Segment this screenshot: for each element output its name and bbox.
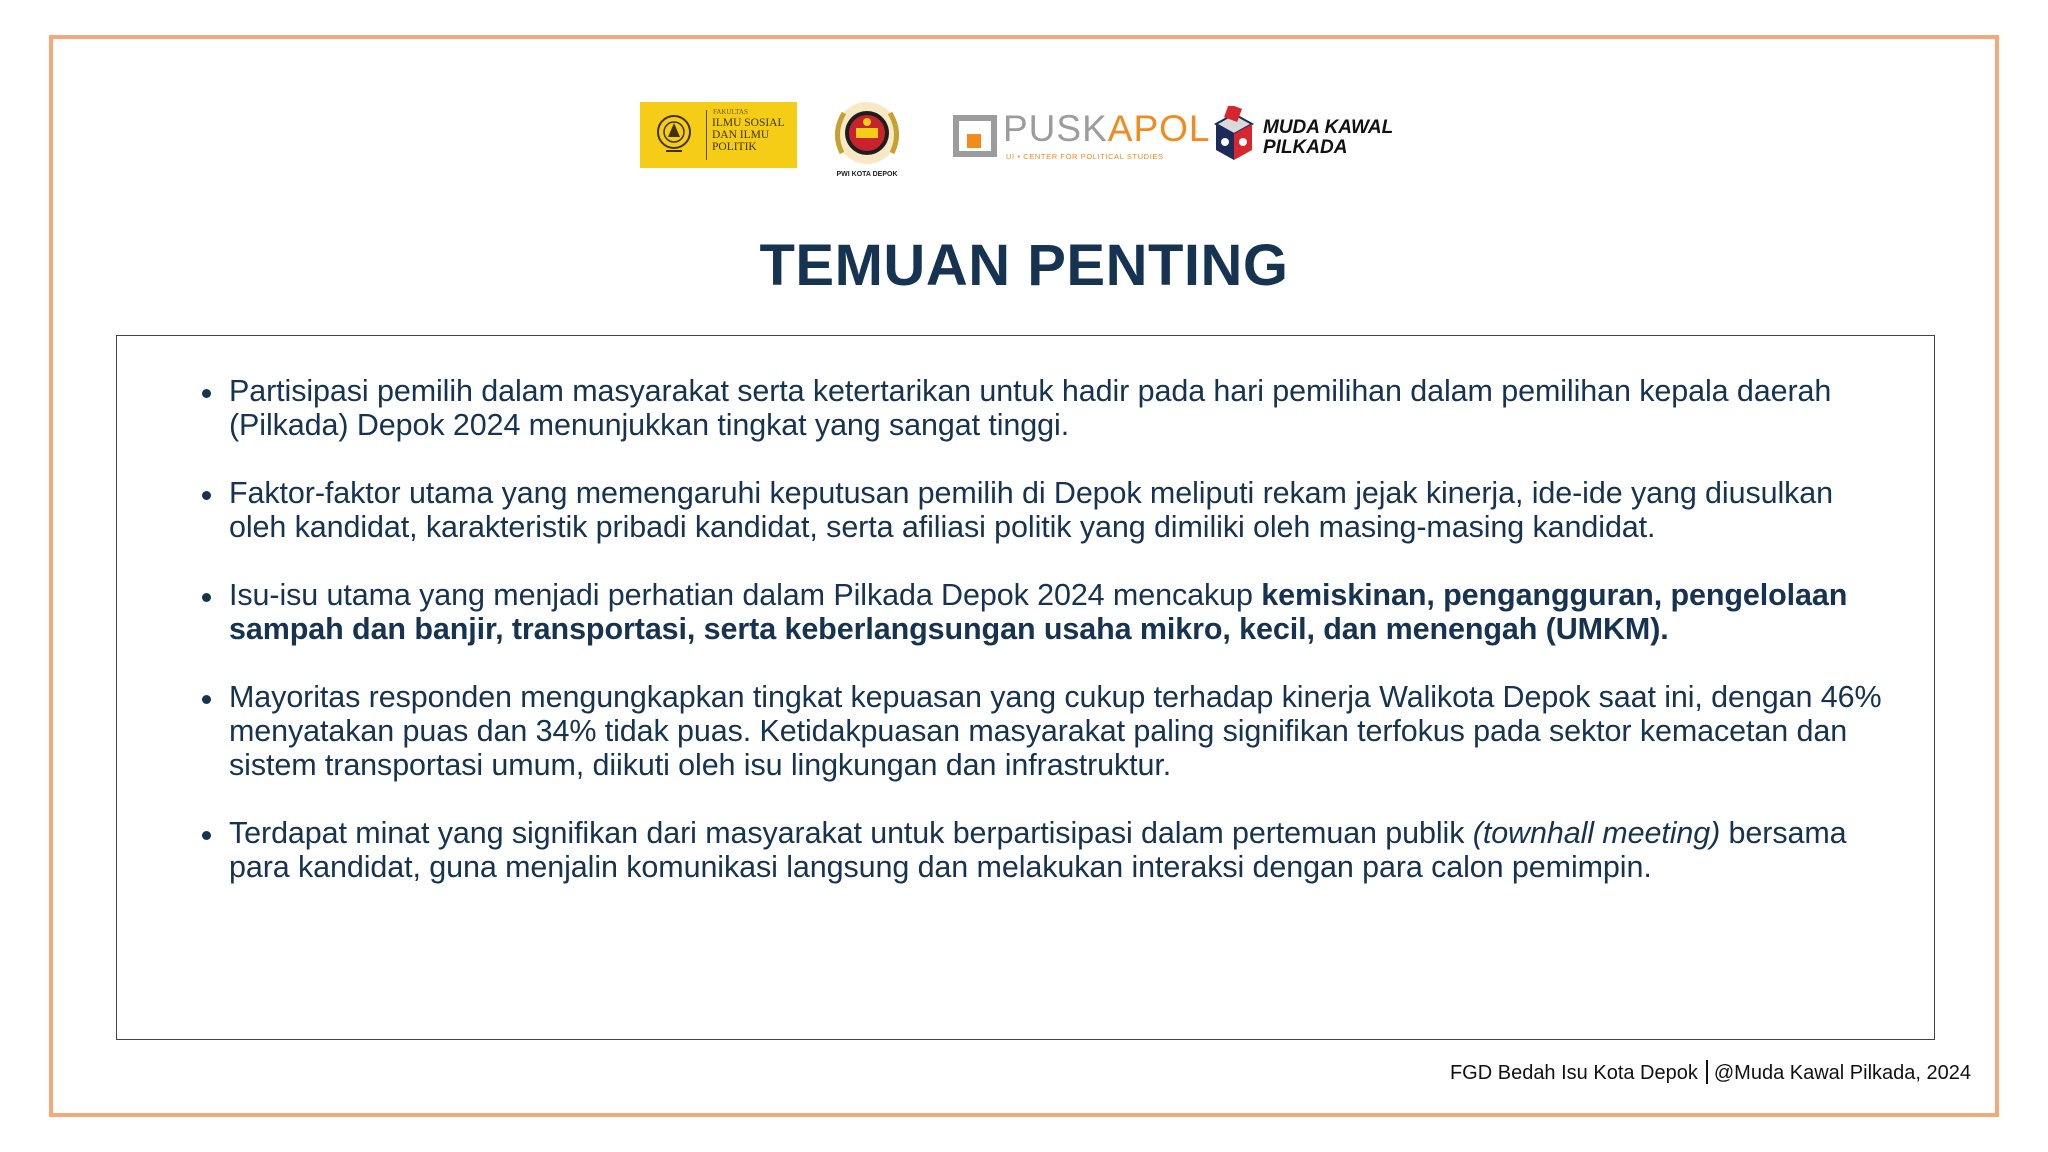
finding-text: Mayoritas responden mengungkapkan tingkat kepuasan yang cukup terhadap kinerja Walikota Depok saat ini, dengan 46% menyatakan puas dan 34% tidak puas. Ketidakpuasan masyarakat paling signifikan terfokus pada sektor kemacetan dan sistem transportasi umum, diikuti oleh isu lingkungan dan infrastruktur. [229,680,1882,782]
fisip-line-3: POLITIK [712,141,757,153]
makara-seal-icon [654,113,694,155]
puskapol-word-main: PUSK [1003,108,1108,149]
footer-separator [1706,1060,1708,1084]
finding-text-bold: kemiskinan, pengangguran, pengelolaan sampah dan banjir, transportasi, serta keberlangsungan usaha mikro, kecil, dan menengah (UMKM). [229,578,1848,646]
finding-text: Partisipasi pemilih dalam masyarakat serta ketertarikan untuk hadir pada hari pemilihan dalam pemilihan kepala daerah (Pilkada) Depok 2024 menunjukkan tingkat yang sangat tinggi. [229,374,1832,442]
finding-text-italic: (townhall meeting) [1472,816,1721,850]
finding-text [229,816,1886,884]
muda-kawal-pilkada-logo [1208,106,1408,166]
mkp-wordmark [1263,118,1393,158]
footer-event: FGD Bedah Isu Kota Depok [1449,1062,1698,1084]
findings-list [117,374,1936,918]
bullet-dot-icon [202,491,211,500]
mkp-line-1: MUDA KAWAL [1263,117,1394,138]
pwi-emblem-icon [822,98,912,170]
ballot-box-icon [1208,106,1260,164]
puskapol-mark-icon [953,112,999,158]
list-item [117,816,1936,884]
list-item [117,680,1936,782]
page-title: TEMUAN PENTING [759,233,1289,298]
finding-text-regular: bersama para kandidat, guna menjalin komunikasi langsung dan melakukan interaksi dengan para calon pemimpin. [229,816,1847,884]
footer-source: @Muda Kawal Pilkada, 2024 [1713,1062,1971,1084]
fisip-caption: FAKULTAS [713,108,748,116]
puskapol-tagline: UI • CENTER FOR POLITICAL STUDIES [1006,152,1164,161]
finding-text-regular: Isu-isu utama yang menjadi perhatian dalam Pilkada Depok 2024 mencakup [229,578,1262,612]
bullet-dot-icon [202,831,211,840]
pwi-caption: PWI KOTA DEPOK [836,171,898,178]
puskapol-logo [953,108,1211,162]
list-item [117,578,1936,646]
fisip-ui-logo [640,102,797,168]
puskapol-word-end: POL [1133,108,1211,149]
fisip-wordmark [712,117,796,153]
finding-text [229,578,1886,646]
pwi-logo [822,98,912,182]
logo-bar [0,98,2048,183]
finding-text: Faktor-faktor utama yang memengaruhi keputusan pemilih di Depok meliputi rekam jejak kinerja, ide-ide yang diusulkan oleh kandidat, karakteristik pribadi kandidat, serta afiliasi politik yang dimiliki oleh masing-masing kandidat. [229,476,1834,544]
bullet-dot-icon [202,695,211,704]
bullet-dot-icon [202,389,211,398]
list-item [117,374,1936,442]
mkp-line-2: PILKADA [1263,137,1348,158]
fisip-line-1: ILMU SOSIAL [712,117,785,129]
bullet-dot-icon [202,593,211,602]
puskapol-word-accent: A [1107,108,1134,149]
fisip-line-2: DAN ILMU [712,129,770,141]
puskapol-wordmark [1003,108,1211,150]
finding-text-regular: Terdapat minat yang signifikan dari masyarakat untuk berpartisipasi dalam pertemuan publik [229,816,1473,850]
footer-credit [1450,1060,1971,1085]
logo-divider [706,110,707,160]
list-item [117,476,1936,544]
findings-box [116,335,1935,1040]
